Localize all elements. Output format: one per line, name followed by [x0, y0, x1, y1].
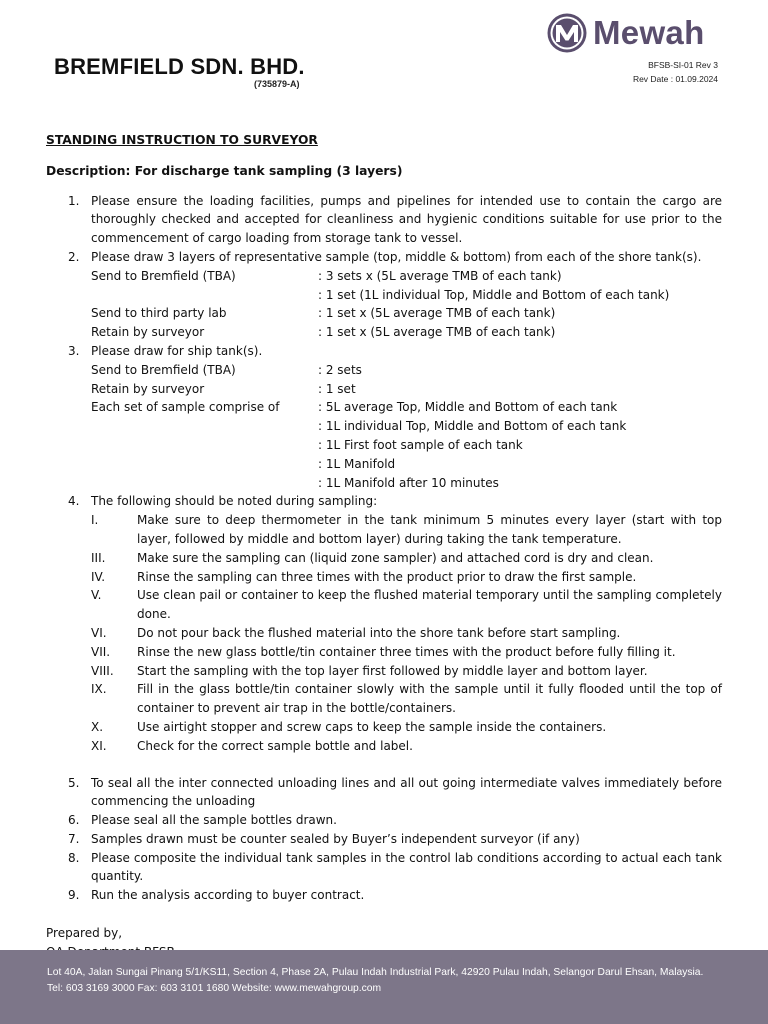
sample-recipient: Send to Bremfield (TBA) [91, 268, 236, 283]
sample-recipient [91, 286, 318, 305]
instruction-item [46, 811, 722, 830]
instruction-text: Run the analysis according to buyer contract. [91, 888, 365, 903]
document-number: BFSB-SI-01 Rev 3 [648, 60, 718, 70]
sampling-note [91, 680, 722, 718]
sample-quantity: : 3 sets x (5L average TMB of each tank) [318, 268, 562, 283]
instruction-text: To seal all the inter connected unloading lines and all out going intermediate valves immediately before commencing the unloading [91, 775, 722, 809]
instruction-number: 5. [68, 775, 80, 790]
sampling-note [91, 737, 722, 756]
instruction-item [46, 342, 722, 492]
footer-contact: Tel: 603 3169 3000 Fax: 603 3101 1680 Website: www.mewahgroup.com [47, 983, 382, 994]
roman-numeral: X. [91, 719, 104, 734]
instruction-item [46, 192, 722, 248]
instruction-number: 3. [68, 343, 80, 358]
sampling-notes-list [91, 511, 722, 755]
document-body [46, 131, 722, 962]
sample-row [91, 474, 722, 493]
sample-quantity: : 1 set [318, 381, 356, 396]
sample-recipient: Send to Bremfield (TBA) [91, 362, 236, 377]
roman-numeral: IX. [91, 682, 107, 697]
sample-quantity: : 1 set x (5L average TMB of each tank) [318, 325, 556, 340]
instruction-text: The following should be noted during sampling: [91, 494, 378, 509]
document-description: Description: For discharge tank sampling (3 layers) [46, 163, 403, 178]
sample-quantity: : 5L average Top, Middle and Bottom of each tank [318, 400, 618, 415]
sampling-note [91, 511, 722, 549]
instruction-item [46, 886, 722, 905]
mewah-logo [546, 12, 705, 54]
sample-row [91, 323, 722, 342]
sample-recipient: Send to third party lab [91, 306, 227, 321]
roman-numeral: IV. [91, 569, 106, 584]
sampling-note [91, 549, 722, 568]
sampling-note-text: Fill in the glass bottle/tin container slowly with the sample until it fully flooded until the top of container to prevent air trap in the bottle/containers. [137, 682, 722, 716]
sampling-note-text: Rinse the new glass bottle/tin container three times with the product before fully filling it. [137, 644, 676, 659]
instruction-text: Please draw 3 layers of representative sample (top, middle & bottom) from each of the shore tank(s). [91, 249, 702, 264]
instruction-item [46, 849, 722, 887]
company-registration: (735879-A) [254, 79, 300, 89]
footer-bar [0, 950, 768, 1024]
sampling-note [91, 718, 722, 737]
sample-recipient: Each set of sample comprise of [91, 400, 280, 415]
sample-quantity: : 1L individual Top, Middle and Bottom of each tank [318, 419, 627, 434]
sampling-note-text: Check for the correct sample bottle and label. [137, 738, 413, 753]
roman-numeral: VI. [91, 625, 107, 640]
roman-numeral: V. [91, 588, 102, 603]
sampling-note-text: Use clean pail or container to keep the flushed material temporary until the sampling completely done. [137, 588, 722, 622]
sample-row [91, 417, 722, 436]
instruction-number: 9. [68, 888, 80, 903]
sample-row [91, 398, 722, 417]
instruction-number: 6. [68, 813, 80, 828]
sample-quantity: : 1L Manifold [318, 456, 396, 471]
sampling-note-text: Use airtight stopper and screw caps to keep the sample inside the containers. [137, 719, 607, 734]
sample-row [91, 286, 722, 305]
instruction-text: Please seal all the sample bottles drawn. [91, 813, 337, 828]
sampling-note [91, 643, 722, 662]
roman-numeral: VII. [91, 644, 111, 659]
sampling-note-text: Do not pour back the flushed material into the shore tank before start sampling. [137, 625, 621, 640]
sampling-note [91, 586, 722, 624]
instruction-item [46, 830, 722, 849]
footer-address: Lot 40A, Jalan Sungai Pinang 5/1/KS11, Section 4, Phase 2A, Pulau Indah Industrial Park, 42920 Pulau Indah, Selangor Darul Ehsan, Malaysia. [47, 967, 704, 978]
sampling-note-text: Make sure to deep thermometer in the tank minimum 5 minutes every layer (start with top layer, followed by middle and bottom layer) during taking the tank temperature. [137, 513, 722, 546]
document-reference [633, 58, 718, 86]
sampling-note [91, 662, 722, 681]
instruction-text: Please ensure the loading facilities, pumps and pipelines for intended use to contain the cargo are thoroughly checked and accepted for cleanliness and hygienic conditions suitable for use prior to the commencement of cargo loading from storage tank to vessel. [91, 193, 722, 246]
prepared-by: Prepared by, [46, 926, 123, 941]
instruction-text: Please composite the individual tank samples in the control lab conditions according to actual each tank quantity. [91, 850, 722, 884]
instruction-number: 1. [68, 193, 80, 208]
sample-row [91, 436, 722, 455]
roman-numeral: XI. [91, 738, 107, 753]
sampling-note [91, 568, 722, 587]
instruction-number: 2. [68, 249, 80, 264]
company-name: BREMFIELD SDN. BHD. [54, 54, 305, 79]
roman-numeral: VIII. [91, 663, 114, 678]
sample-quantity: : 1 set (1L individual Top, Middle and Bottom of each tank) [318, 287, 670, 302]
sample-recipient: Retain by surveyor [91, 325, 205, 340]
logo-text: Mewah [593, 14, 705, 51]
instruction-item [46, 248, 722, 342]
instruction-text: Please draw for ship tank(s). [91, 343, 263, 358]
sample-recipient [91, 417, 318, 436]
sample-recipient [91, 474, 318, 493]
instruction-list [46, 192, 722, 905]
sample-row [91, 455, 722, 474]
sample-quantity: : 1L Manifold after 10 minutes [318, 475, 499, 490]
revision-date: Rev Date : 01.09.2024 [632, 74, 718, 84]
instruction-item [46, 492, 722, 755]
sample-row [91, 380, 722, 399]
roman-numeral: I. [91, 513, 99, 528]
sample-row [91, 361, 722, 380]
sample-quantity: : 1L First foot sample of each tank [318, 437, 523, 452]
document-title: STANDING INSTRUCTION TO SURVEYOR [46, 133, 318, 147]
instruction-number: 7. [68, 831, 80, 846]
sampling-note-text: Start the sampling with the top layer first followed by middle layer and bottom layer. [137, 663, 648, 678]
sample-recipient [91, 455, 318, 474]
sample-quantity: : 2 sets [318, 362, 362, 377]
sample-recipient [91, 436, 318, 455]
sampling-note-text: Rinse the sampling can three times with the product prior to draw the first sample. [137, 569, 637, 584]
mewah-logo-icon [546, 12, 588, 54]
sampling-note-text: Make sure the sampling can (liquid zone sampler) and attached cord is dry and clean. [137, 550, 654, 565]
sample-row [91, 267, 722, 286]
roman-numeral: III. [91, 550, 106, 565]
instruction-item [46, 774, 722, 812]
instruction-text: Samples drawn must be counter sealed by Buyer’s independent surveyor (if any) [91, 831, 580, 846]
instruction-number: 8. [68, 850, 80, 865]
sample-quantity: : 1 set x (5L average TMB of each tank) [318, 306, 556, 321]
instruction-number: 4. [68, 494, 80, 509]
sample-recipient: Retain by surveyor [91, 381, 205, 396]
sampling-note [91, 624, 722, 643]
sample-row [91, 304, 722, 323]
